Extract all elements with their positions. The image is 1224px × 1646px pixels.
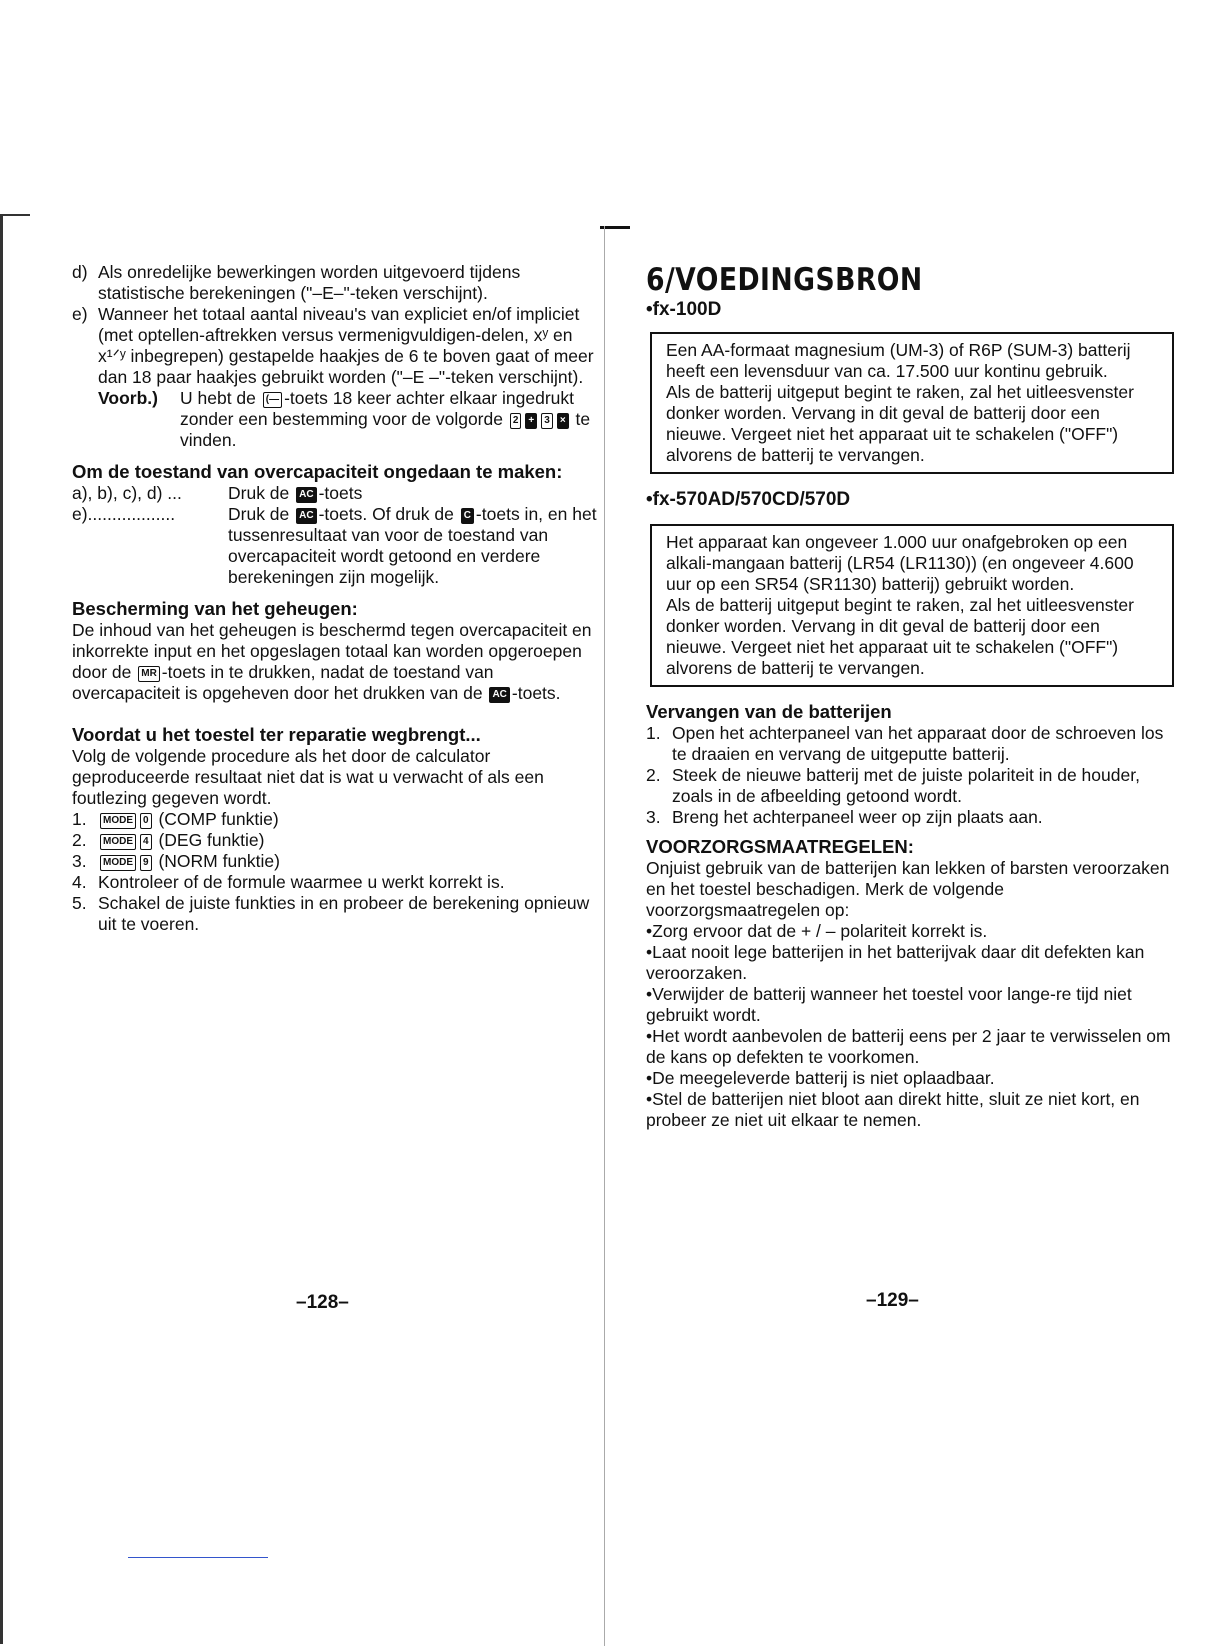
overcap-row-label: e).................. — [72, 504, 176, 524]
memory-part3: -toets. — [511, 683, 561, 703]
step-text: Steek de nieuwe batterij met de juiste polariteit in de houder, zoals in de afbeelding getoond wordt. — [672, 765, 1140, 806]
key-4-icon: 4 — [140, 834, 152, 850]
precaution-bullet: •Zorg ervoor dat de + / – polariteit korrekt is. — [646, 921, 988, 941]
step-text: (NORM funktie) — [158, 851, 280, 871]
precaution-bullet: •Verwijder de batterij wanneer het toestel voor lange-re tijd niet gebruikt wordt. — [646, 984, 1132, 1025]
overcap-text: Druk de — [228, 483, 290, 503]
scan-bottom-line — [128, 1557, 268, 1558]
overcap-text: -toets. Of druk de — [318, 504, 454, 524]
right-page — [646, 262, 1174, 1131]
plus-key-icon: + — [525, 413, 537, 429]
box-text: Een AA-formaat magnesium (UM-3) of R6P (SUM-3) batterij heeft een levensduur van ca. 17.500 uur kontinu gebruik. — [666, 340, 1131, 381]
overcap-text: -toets in, en het tussenresultaat van voor de toestand van overcapaciteit wordt getoond en verdere berekeningen zijn mogelijk. — [228, 504, 597, 587]
step-number: 1. — [646, 723, 661, 743]
multiply-key-icon: × — [557, 413, 569, 429]
page-number-right: –129– — [866, 1290, 919, 1311]
box-text: Als de batterij uitgeput begint te raken, zal het uitleesvenster donker worden. Vervang in dit geval de batterij door een nieuwe. Vergeet niet het apparaat uit te schakelen ("OFF") alvorens de batterij te vervangen. — [666, 382, 1134, 465]
precautions-intro: Onjuist gebruik van de batterijen kan lekken of barsten veroorzaken en het toestel beschadigen. Merk de volgende voorzorgsmaatregelen op: — [646, 858, 1170, 920]
hyp-key-icon: (— — [263, 392, 282, 408]
memory-text — [72, 620, 597, 704]
step-text: Schakel de juiste funkties in en probeer de berekening opnieuw uit te voeren. — [98, 893, 590, 934]
section-title: 6/VOEDINGSBRON — [646, 262, 923, 298]
step-number: 1. — [72, 809, 87, 829]
step-number: 2. — [72, 830, 87, 850]
precautions-heading: VOORZORGSMAATREGELEN: — [646, 836, 914, 857]
overcap-heading: Om de toestand van overcapaciteit ongedaan te maken: — [72, 461, 563, 482]
replace-step — [646, 723, 1174, 765]
overcap-text: -toets — [318, 483, 363, 503]
step-text: Open het achterpaneel van het apparaat door de schroeven los te draaien en vervang de uitgeputte batterij. — [672, 723, 1164, 764]
step-number: 2. — [646, 765, 661, 785]
step-text: (DEG funktie) — [158, 830, 265, 850]
precaution-bullet: •Laat nooit lege batterijen in het batterijvak daar dit defekten kan veroorzaken. — [646, 942, 1145, 983]
memory-part1: De inhoud van het geheugen is beschermd tegen overcapaciteit en inkorrekte input en het opgeslagen totaal kan worden opgeroepen door de — [72, 620, 592, 682]
repair-step — [72, 809, 597, 830]
key-2-icon: 2 — [510, 413, 522, 429]
key-9-icon: 9 — [140, 855, 152, 871]
info-box-2 — [650, 524, 1174, 687]
mr-key-icon: MR — [138, 666, 160, 682]
repair-step — [72, 830, 597, 851]
key-3-icon: 3 — [541, 413, 553, 429]
repair-intro: Volg de volgende procedure als het door de calculator geproduceerde resultaat niet dat is wat u verwacht of als een foutlezing gegeven wordt. — [72, 746, 544, 808]
step-number: 3. — [646, 807, 661, 827]
example-part1: U hebt de — [180, 388, 256, 408]
example-part3: te vinden. — [180, 409, 591, 450]
key-0-icon: 0 — [140, 813, 152, 829]
memory-heading: Bescherming van het geheugen: — [72, 598, 358, 619]
step-number: 5. — [72, 893, 87, 913]
info-box-1 — [650, 332, 1174, 474]
item-e — [72, 304, 597, 388]
memory-part2: -toets in te drukken, nadat de toestand van overcapaciteit is opgeheven door het drukken van de — [72, 662, 494, 703]
item-text: Als onredelijke bewerkingen worden uitgevoerd tijdens statistische berekeningen ("–E–"-teken verschijnt). — [98, 262, 521, 303]
step-text: (COMP funktie) — [158, 809, 279, 829]
item-label: d) — [72, 262, 88, 282]
replace-heading: Vervangen van de batterijen — [646, 701, 892, 722]
ac-key-icon: AC — [296, 508, 316, 524]
overcap-row-label: a), b), c), d) ... — [72, 483, 182, 503]
ac-key-icon: AC — [489, 687, 509, 703]
step-number: 4. — [72, 872, 87, 892]
mode-key-icon: MODE — [100, 855, 136, 871]
model-heading-1: •fx-100D — [646, 299, 722, 320]
example-text — [180, 388, 597, 451]
repair-step — [72, 851, 597, 872]
binding-line — [604, 226, 605, 1646]
box-text: Als de batterij uitgeput begint te raken, zal het uitleesvenster donker worden. Vervang in dit geval de batterij door een nieuwe. Vergeet niet het apparaat uit te schakelen ("OFF") alvorens de batterij te vervangen. — [666, 595, 1134, 678]
replace-step — [646, 807, 1174, 828]
precaution-bullet: •Het wordt aanbevolen de batterij eens per 2 jaar te verwisselen om de kans op defekten te voorkomen. — [646, 1026, 1171, 1067]
mode-key-icon: MODE — [100, 834, 136, 850]
box-text: Het apparaat kan ongeveer 1.000 uur onafgebroken op een alkali-mangaan batterij (LR54 (LR1130)) (en ongeveer 4.600 uur op een SR54 (SR1130) batterij) gebruikt worden. — [666, 532, 1134, 594]
step-text: Breng het achterpaneel weer op zijn plaats aan. — [672, 807, 1043, 827]
item-label: e) — [72, 304, 88, 324]
overcap-row-1 — [72, 483, 597, 504]
example-part2: -toets 18 keer achter elkaar ingedrukt zonder een bestemming voor de volgorde — [180, 388, 574, 429]
page-number-left: –128– — [296, 1292, 349, 1313]
repair-step — [72, 893, 597, 935]
ac-key-icon: AC — [296, 487, 316, 503]
mode-key-icon: MODE — [100, 813, 136, 829]
repair-step — [72, 872, 597, 893]
repair-heading: Voordat u het toestel ter reparatie wegbrengt... — [72, 724, 481, 745]
overcap-text: Druk de — [228, 504, 290, 524]
precaution-bullet: •De meegeleverde batterij is niet oplaadbaar. — [646, 1068, 995, 1088]
example-label: Voorb.) — [98, 388, 158, 408]
model-heading-2: •fx-570AD/570CD/570D — [646, 489, 851, 510]
replace-step — [646, 765, 1174, 807]
item-text: Wanneer het totaal aantal niveau's van expliciet en/of impliciet (met optellen-aftrekken versus vermenigvuldigen-delen, xʸ en x¹ᐟʸ inbegrepen) gestapelde haakjes de 6 te boven gaat of meer dan 18 paar haakjes gebruikt worden ("–E –"-teken verschijnt). — [98, 304, 594, 387]
c-key-icon: C — [461, 508, 474, 524]
step-number: 3. — [72, 851, 87, 871]
overcap-row-2 — [72, 504, 597, 588]
scan-left-edge — [0, 214, 21, 1644]
item-d — [72, 262, 597, 304]
precaution-bullet: •Stel de batterijen niet bloot aan direkt hitte, sluit ze niet kort, en probeer ze niet uit elkaar te nemen. — [646, 1089, 1140, 1130]
left-page — [72, 262, 597, 935]
step-text: Kontroleer of de formule waarmee u werkt korrekt is. — [98, 872, 505, 892]
example — [72, 388, 597, 451]
